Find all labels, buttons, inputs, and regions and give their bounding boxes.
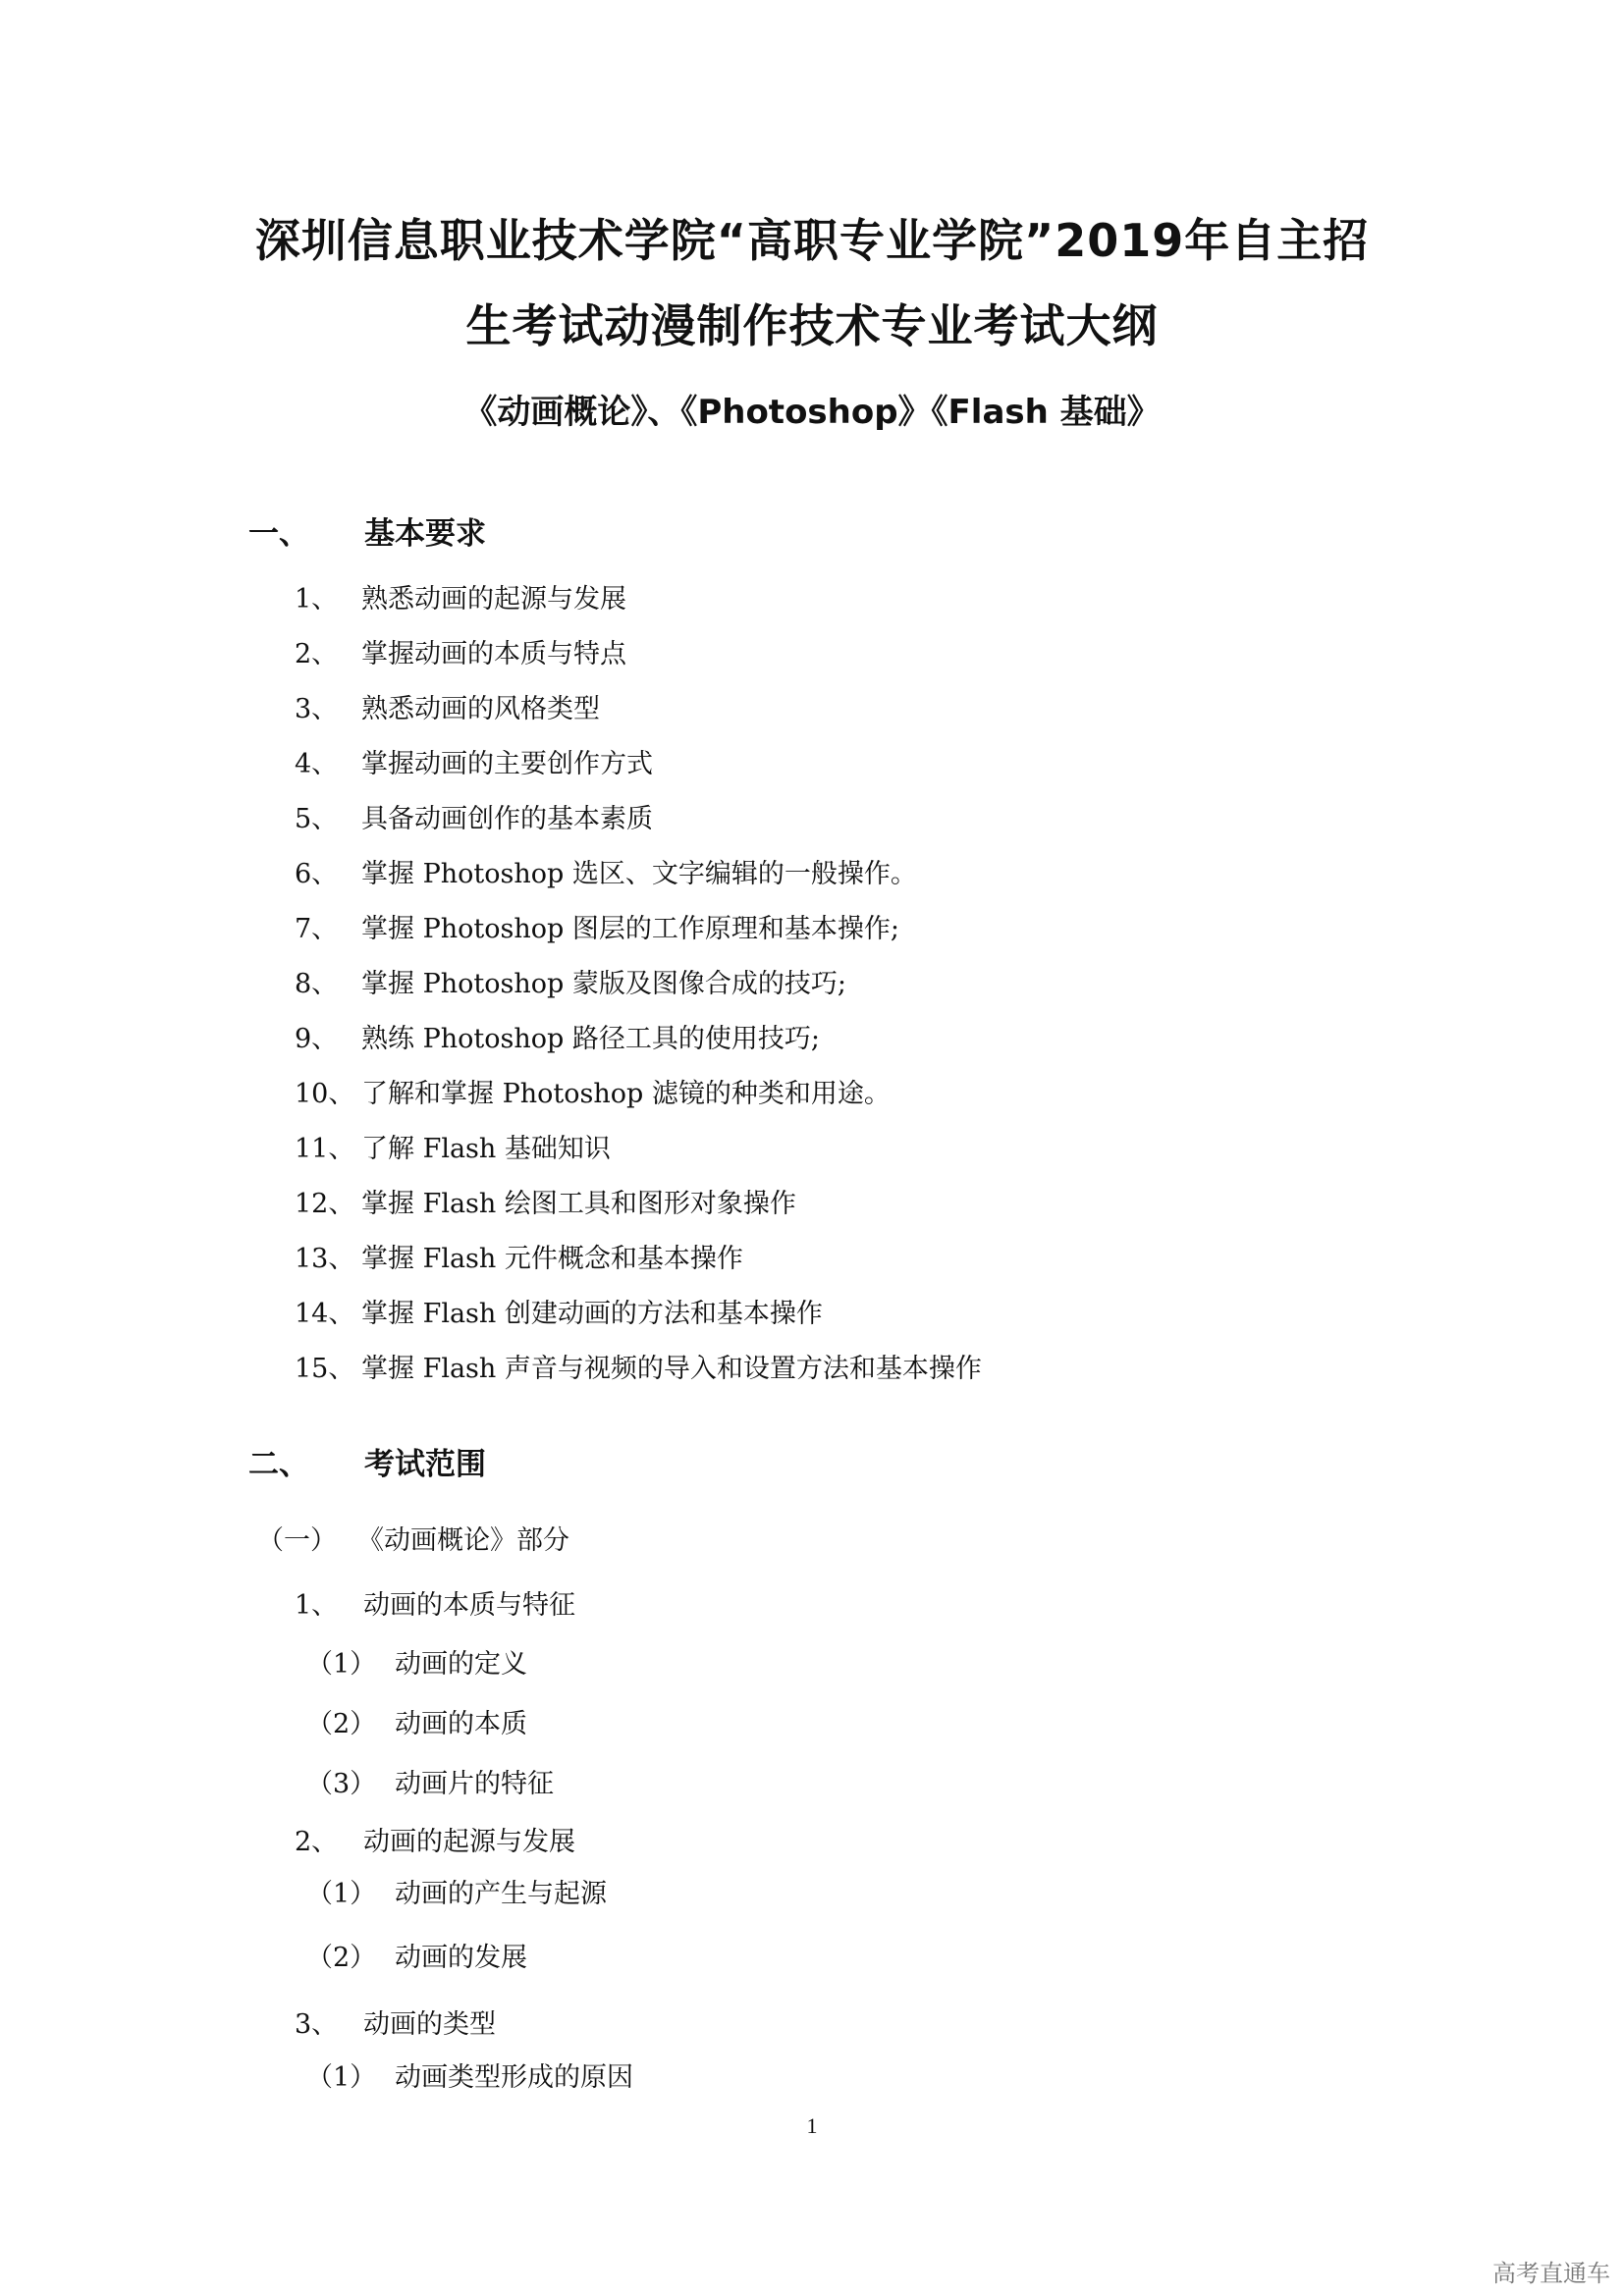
section-number: 一、 — [248, 515, 309, 552]
list-item — [295, 631, 626, 670]
topic-item — [295, 1582, 575, 1622]
subtopic-text: 动画的发展 — [395, 1942, 527, 1973]
section-heading-exam-scope — [248, 1438, 486, 1483]
page-number: 1 — [806, 2113, 818, 2138]
document-title-line1: 深圳信息职业技术学院“高职专业学院”2019年自主招 — [254, 214, 1370, 267]
item-number: 2、 — [295, 638, 339, 669]
list-item — [295, 1126, 611, 1165]
item-number: 4、 — [295, 748, 339, 779]
subtopic-number: （1） — [306, 1878, 377, 1909]
item-text: 掌握 Photoshop 选区、文字编辑的一般操作。 — [361, 858, 917, 889]
topic-number: 3、 — [295, 2008, 339, 2040]
subtopic-text: 动画的产生与起源 — [395, 1878, 607, 1909]
subtopic-item — [306, 1935, 527, 1974]
item-text: 掌握 Flash 声音与视频的导入和设置方法和基本操作 — [361, 1353, 982, 1384]
subtopic-text: 动画类型形成的原因 — [395, 2061, 633, 2093]
watermark-text: 高考直通车 — [1492, 2260, 1610, 2287]
list-item — [295, 906, 899, 945]
item-number: 3、 — [295, 693, 339, 724]
topic-item — [295, 2002, 496, 2041]
topic-number: 1、 — [295, 1589, 339, 1621]
list-item — [295, 576, 626, 615]
item-number: 14、 — [295, 1298, 355, 1329]
list-item — [295, 741, 653, 780]
subtopic-number: （3） — [306, 1768, 377, 1799]
subtopic-number: （1） — [306, 2061, 377, 2093]
part-number: （一） — [257, 1524, 337, 1556]
subtopic-number: （2） — [306, 1708, 377, 1739]
item-number: 15、 — [295, 1353, 355, 1384]
item-number: 7、 — [295, 913, 339, 944]
item-text: 了解和掌握 Photoshop 滤镜的种类和用途。 — [361, 1078, 891, 1109]
topic-text: 动画的类型 — [363, 2008, 496, 2040]
item-text: 具备动画创作的基本素质 — [361, 803, 653, 834]
item-text: 掌握 Flash 绘图工具和图形对象操作 — [361, 1188, 796, 1219]
list-item — [295, 1236, 743, 1275]
item-number: 5、 — [295, 803, 339, 834]
item-text: 掌握 Photoshop 蒙版及图像合成的技巧; — [361, 968, 846, 999]
part-title: 《动画概论》部分 — [357, 1524, 569, 1556]
subtopic-item — [306, 1871, 607, 1910]
topic-text: 动画的本质与特征 — [363, 1589, 575, 1621]
subtopic-item — [306, 1641, 527, 1681]
subtopic-item — [306, 2055, 633, 2094]
topic-item — [295, 1819, 575, 1858]
section-number: 二、 — [248, 1446, 309, 1482]
subtopic-number: （1） — [306, 1648, 377, 1680]
section-title: 基本要求 — [364, 515, 486, 552]
list-item — [295, 1071, 891, 1110]
section-title: 考试范围 — [364, 1446, 486, 1482]
topic-number: 2、 — [295, 1826, 339, 1857]
subtopic-text: 动画的本质 — [395, 1708, 527, 1739]
item-text: 掌握动画的本质与特点 — [361, 638, 626, 669]
list-item — [295, 1346, 982, 1385]
section-heading-basic-requirements — [248, 507, 486, 553]
part-heading — [257, 1518, 569, 1557]
topic-text: 动画的起源与发展 — [363, 1826, 575, 1857]
item-number: 13、 — [295, 1243, 355, 1274]
document-subtitle: 《动画概论》、《Photoshop》《Flash 基础》 — [463, 393, 1161, 432]
list-item — [295, 1016, 820, 1055]
item-number: 8、 — [295, 968, 339, 999]
item-number: 6、 — [295, 858, 339, 889]
item-number: 11、 — [295, 1133, 355, 1164]
item-number: 1、 — [295, 583, 339, 614]
item-text: 熟练 Photoshop 路径工具的使用技巧; — [361, 1023, 820, 1054]
subtopic-number: （2） — [306, 1942, 377, 1973]
item-number: 12、 — [295, 1188, 355, 1219]
item-text: 掌握 Flash 创建动画的方法和基本操作 — [361, 1298, 823, 1329]
item-text: 掌握 Flash 元件概念和基本操作 — [361, 1243, 743, 1274]
subtopic-item — [306, 1701, 527, 1740]
item-text: 熟悉动画的起源与发展 — [361, 583, 626, 614]
subtopic-text: 动画的定义 — [395, 1648, 527, 1680]
subtopic-text: 动画片的特征 — [395, 1768, 554, 1799]
item-text: 熟悉动画的风格类型 — [361, 693, 600, 724]
item-text: 掌握 Photoshop 图层的工作原理和基本操作; — [361, 913, 899, 944]
list-item — [295, 1181, 796, 1220]
list-item — [295, 796, 653, 835]
item-number: 9、 — [295, 1023, 339, 1054]
item-text: 了解 Flash 基础知识 — [361, 1133, 611, 1164]
item-text: 掌握动画的主要创作方式 — [361, 748, 653, 779]
item-number: 10、 — [295, 1078, 355, 1109]
list-item — [295, 686, 600, 725]
list-item — [295, 961, 846, 1000]
document-title-line2: 生考试动漫制作技术专业考试大纲 — [465, 299, 1159, 352]
subtopic-item — [306, 1761, 554, 1800]
list-item — [295, 1291, 823, 1330]
list-item — [295, 851, 917, 890]
